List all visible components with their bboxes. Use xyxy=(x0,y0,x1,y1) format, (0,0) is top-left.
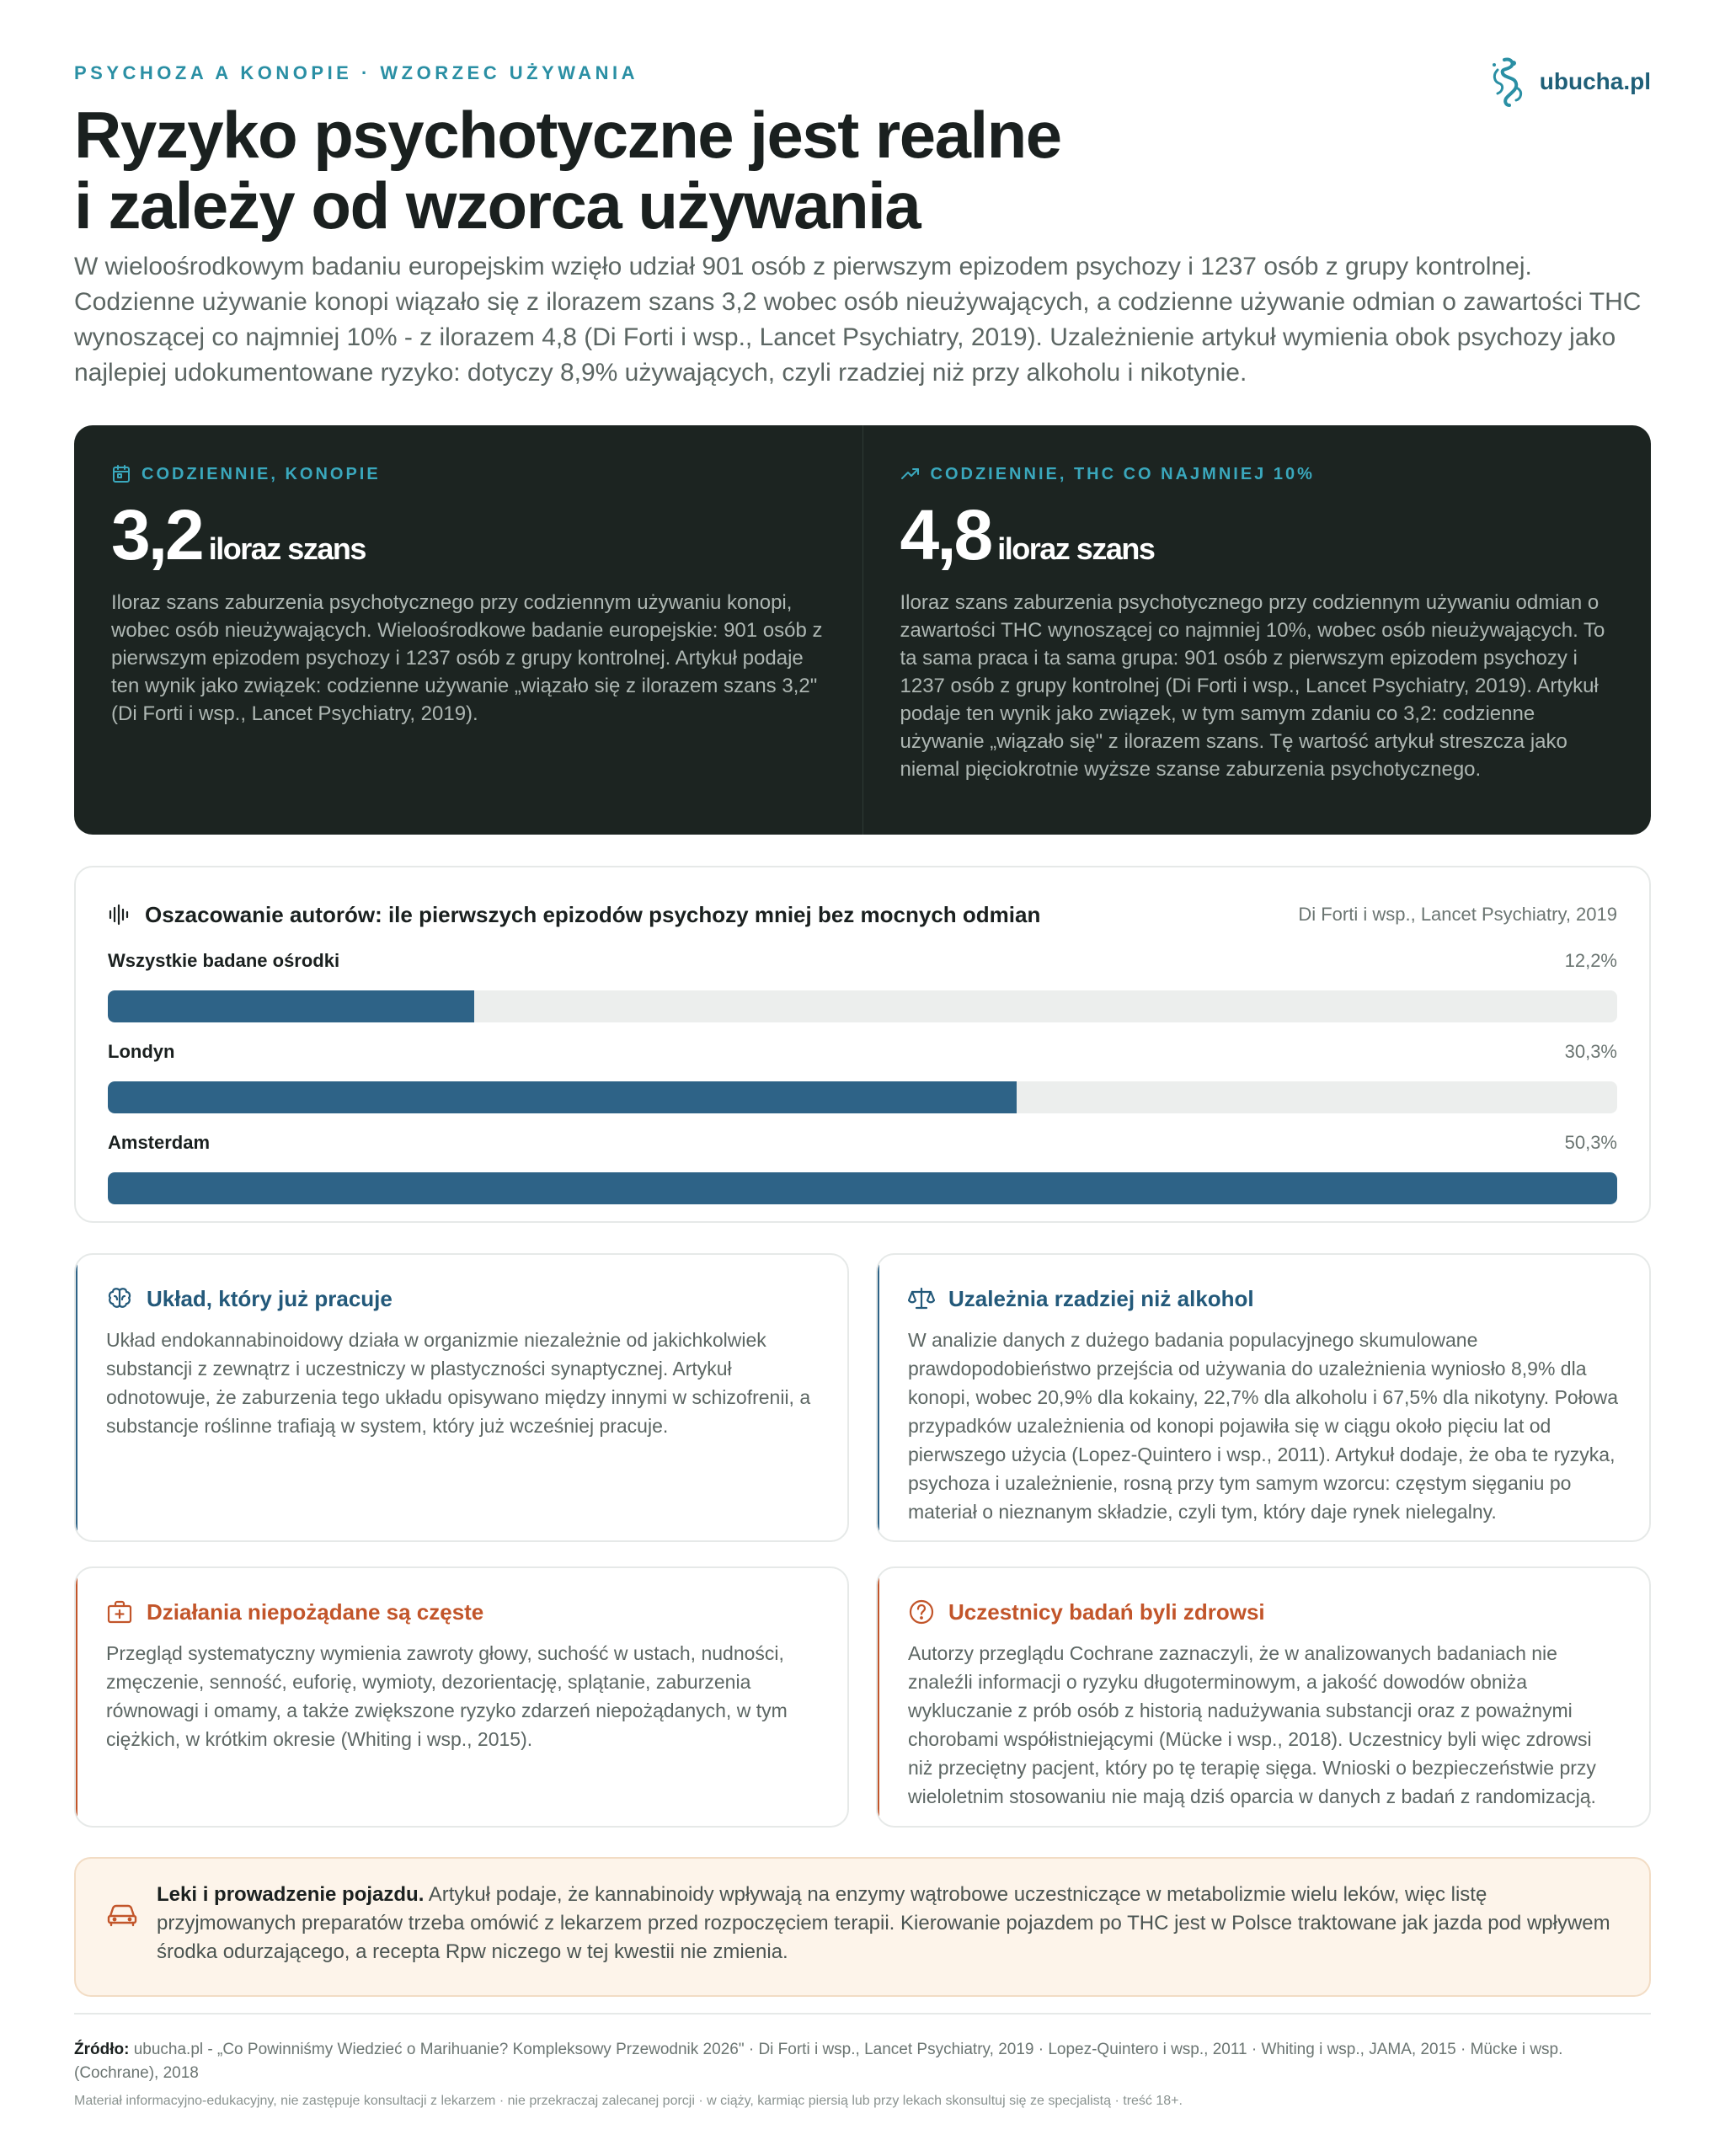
card-text: Autorzy przeglądu Cochrane zaznaczyli, że w analizowanych badaniach nie znaleźli informacji o ryzyku długoterminowym, a jakość dowodów obniża wykluczanie z prób osób z historią nadużywania substancji oraz z poważnymi chorobami współistniejącymi (Mücke i wsp., 2018). Uczestnicy byli więc zdrowsi niż przeciętny pacjent, który po tę terapię sięga. Wnioski o bezpieczeństwie przy wieloletnim stosowaniu nie mają dziś oparcia w danych z badań z randomizacją. xyxy=(908,1642,1596,1807)
card-adverse-effects xyxy=(74,1566,849,1828)
stat-description: Iloraz szans zaburzenia psychotycznego przy codziennym używaniu odmian o zawartości THC wynoszącej co najmniej 10%, wobec osób nieużywających. To ta sama praca i ta sama grupa: 901 osób z pierwszym epizodem psychozy i 1237 osób z grupy kontrolnej (Di Forti i wsp., Lancet Psychiatry, 2019). Artykuł podaje ten wynik jako związek, w tym samym zdaniu co 3,2: codzienne używanie „wiązało się" z ilorazem szans. Tę wartość artykuł streszcza jako niemal pięciokrotnie wyższe szanse zaburzenia psychotycznego. xyxy=(900,591,1605,781)
estimate-header xyxy=(108,898,1617,931)
disclaimer: Materiał informacyjno-edukacyjny, nie zastępuje konsultacji z lekarzem · nie przekraczaj zalecanej porcji · w ciąży, karmiąc piersią lub przy lekach skonsultuj się ze specjalistą · treść 18+. xyxy=(74,2094,1183,2108)
stat-label xyxy=(900,459,1616,489)
sources xyxy=(74,2038,1651,2085)
bar-label: Wszystkie badane ośrodki xyxy=(108,950,340,971)
card-healthier-participants xyxy=(876,1566,1651,1828)
page-title xyxy=(74,99,1338,241)
stat-label xyxy=(111,459,827,489)
stat-value: 4,8 xyxy=(900,495,991,574)
bar-fill xyxy=(108,1172,1617,1204)
audio-waveform-icon xyxy=(108,904,130,926)
estimate-card xyxy=(74,866,1651,1223)
first-aid-kit-icon xyxy=(106,1598,133,1625)
sources-list: ubucha.pl - „Co Powinniśmy Wiedzieć o Marihuanie? Kompleksowy Przewodnik 2026" · Di Forti i wsp., Lancet Psychiatry, 2019 · Lopez-Quintero i wsp., 2011 · Whiting i wsp., JAMA, 2015 · Mücke i wsp. (Cochrane), 2018 xyxy=(74,2041,1563,2082)
card-title xyxy=(908,1282,1619,1315)
bar-value: 30,3% xyxy=(1564,1041,1617,1062)
card-text: Przegląd systematyczny wymienia zawroty głowy, suchość w ustach, nudności, zmęczenie, senność, euforię, wymioty, dezorientację, splątanie, zaburzenia równowagi i omamy, a także zwiększone ryzyko zdarzeń niepożądanych, w tym ciężkich, w krótkim okresie (Whiting i wsp., 2015). xyxy=(106,1642,788,1750)
brand[interactable] xyxy=(1486,52,1651,111)
card-text: Układ endokannabinoidowy działa w organizmie niezależnie od jakichkolwiek substancji z zewnątrz i uczestniczy w plastyczności synaptycznej. Artykuł odnotowuje, że zaburzenia tego układu opisywano między innymi w schizofrenii, a substancje roślinne trafiają w system, który już wcześniej pracuje. xyxy=(106,1329,811,1437)
card-title-text: Uczestnicy badań byli zdrowsi xyxy=(948,1598,1265,1625)
driving-warning xyxy=(74,1857,1651,1997)
question-circle-icon xyxy=(908,1598,935,1625)
eyebrow: PSYCHOZA A KONOPIE · WZORZEC UŻYWANIA xyxy=(74,62,639,83)
bar-label: Amsterdam xyxy=(108,1132,211,1153)
infographic-page xyxy=(74,0,1651,2156)
bar-row xyxy=(108,1130,1617,1204)
estimate-title xyxy=(108,902,1040,928)
card-title-text: Działania niepożądane są częste xyxy=(147,1598,484,1625)
calendar-icon xyxy=(111,464,131,484)
car-icon xyxy=(106,1897,138,1929)
warning-text xyxy=(157,1881,1619,1995)
bar-fill xyxy=(108,990,474,1022)
bar-labels xyxy=(108,1039,1617,1065)
card-title xyxy=(908,1595,1619,1629)
warning-lead: Leki i prowadzenie pojazdu. xyxy=(157,1883,425,1906)
stats-panel xyxy=(74,425,1651,835)
card-addiction-rate xyxy=(876,1253,1651,1542)
bar-track xyxy=(108,1081,1617,1113)
bar-labels xyxy=(108,1130,1617,1155)
stat-daily-cannabis xyxy=(74,425,862,835)
estimate-title-text: Oszacowanie autorów: ile pierwszych epizodów psychozy mniej bez mocnych odmian xyxy=(145,901,1041,927)
sources-label: Źródło: xyxy=(74,2041,130,2058)
bar-row xyxy=(108,1039,1617,1113)
scale-icon xyxy=(908,1285,935,1312)
card-text: W analizie danych z dużego badania populacyjnego skumulowane prawdopodobieństwo przejścia od używania do uzależnienia wyniosło 8,9% dla konopi, wobec 20,9% dla kokainy, 22,7% dla alkoholu i 67,5% dla nikotyny. Połowa przypadków uzależnienia od konopi pojawiła się w ciągu około pięciu lat od pierwszego użycia (Lopez-Quintero i wsp., 2011). Artykuł dodaje, że oba te ryzyka, psychoza i uzależnienie, rosną przy tym samym wzorcu: częstym sięganiu po materiał o nieznanym składzie, czyli tym, który daje rynek nielegalny. xyxy=(908,1329,1619,1523)
warning-body: Artykuł podaje, że kannabinoidy wpływają na enzymy wątrobowe uczestniczące w metabolizmie wielu leków, więc listę przyjmowanych preparatów trzeba omówić z lekarzem przed rozpoczęciem terapii. Kierowanie pojazdem po THC jest w Polsce traktowane jak jazda pod wpływem środka odurzającego, a recepta Rpw niczego w tej kwestii nie zmienia. xyxy=(157,1883,1610,1963)
stat-value-line xyxy=(900,496,1616,574)
title-line-1: Ryzyko psychotyczne jest realne xyxy=(74,98,1061,172)
bar-label: Londyn xyxy=(108,1041,175,1062)
trending-up-icon xyxy=(900,464,921,484)
bar-value: 50,3% xyxy=(1564,1132,1617,1153)
brain-icon xyxy=(106,1285,133,1312)
stat-value: 3,2 xyxy=(111,495,202,574)
stat-description: Iloraz szans zaburzenia psychotycznego przy codziennym używaniu konopi, wobec osób nieużywających. Wieloośrodkowe badanie europejskie: 901 osób z pierwszym epizodem psychozy i 1237 osób z grupy kontrolnej. Artykuł podaje ten wynik jako związek: codzienne używanie „wiązało się z ilorazem szans 3,2" (Di Forti i wsp., Lancet Psychiatry, 2019). xyxy=(111,591,823,725)
stat-daily-high-thc xyxy=(862,425,1652,835)
estimate-source: Di Forti i wsp., Lancet Psychiatry, 2019 xyxy=(1298,904,1617,925)
brand-name: ubucha.pl xyxy=(1539,68,1651,94)
bar-fill xyxy=(108,1081,1017,1113)
stat-label-text: CODZIENNIE, THC CO NAJMNIEJ 10% xyxy=(930,464,1315,483)
stat-value-line xyxy=(111,496,827,574)
stat-label-text: CODZIENNIE, KONOPIE xyxy=(142,464,381,483)
bar-labels xyxy=(108,948,1617,974)
lead-paragraph: W wieloośrodkowym badaniu europejskim wzięło udział 901 osób z pierwszym epizodem psychozy i 1237 osób z grupy kontrolnej. Codzienne używanie konopi wiązało się z ilorazem szans 3,2 wobec osób nieużywających, a codzienne używanie odmian o zawartości THC wynoszącej co najmniej 10% - z ilorazem 4,8 (Di Forti i wsp., Lancet Psychiatry, 2019). Uzależnienie artykuł wymienia obok psychozy jako najlepiej udokumentowane ryzyko: dotyczy 8,9% używających, czyli rzadziej niż przy alkoholu i nikotynie. xyxy=(74,253,1642,387)
card-title xyxy=(106,1282,817,1315)
card-title-text: Uzależnia rzadziej niż alkohol xyxy=(948,1285,1254,1311)
kombucha-logo-icon xyxy=(1486,55,1528,109)
bar-row xyxy=(108,948,1617,1022)
stat-unit: iloraz szans xyxy=(208,531,366,566)
card-endocannabinoid-system xyxy=(74,1253,849,1542)
bar-track xyxy=(108,990,1617,1022)
title-line-2: i zależy od wzorca używania xyxy=(74,168,921,243)
footer-divider xyxy=(74,2013,1651,2015)
stat-unit: iloraz szans xyxy=(997,531,1155,566)
card-title-text: Układ, który już pracuje xyxy=(147,1285,393,1311)
bar-value: 12,2% xyxy=(1564,950,1617,971)
bar-track xyxy=(108,1172,1617,1204)
card-title xyxy=(106,1595,817,1629)
